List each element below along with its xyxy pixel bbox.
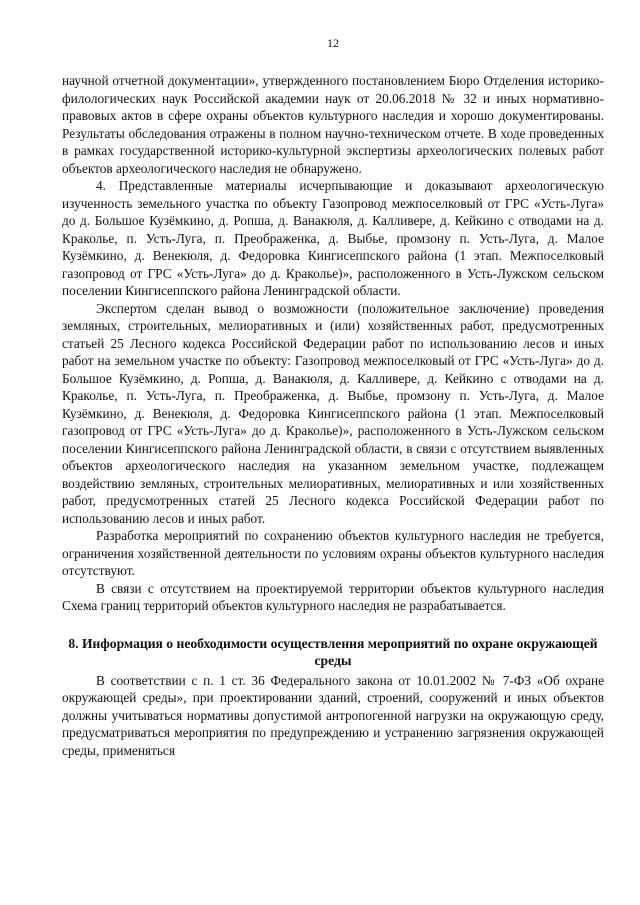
paragraph-item-4: 4. Представленные материалы исчерпывающие и доказывают археологическую изученность земельного участка по объекту Газопровод межпоселковый от ГРС «Усть-Луга» до д. Большое Кузёмкино, д. Ропша, д. Ванакюля, д. Калливере, д. Кейкино с отводами на д. Краколье, п. Усть-Луга, п. Преображенка, д. Выбье, промзону п. Усть-Луга, д. Малое Кузёмкино, д. Венекюля, д. Федоровка Кингисеппского района (1 этап. Межпоселковый газопровод от ГРС «Усть-Луга» до д. Краколье)», расположенного в Усть-Лужском сельском поселении Кингисеппского района Ленинградской области.	[62, 178, 604, 298]
paragraph-environment: В соответствии с п. 1 ст. 36 Федерального закона от 10.01.2002 № 7-ФЗ «Об охране окружающей среды», при проектировании зданий, строений, сооружений и иных объектов должны учитываться нормативы допустимой антропогенной нагрузки на окружающую среду, предусматриваться мероприятия по предупреждению и устранению загрязнения окружающей среды, применяться	[62, 672, 604, 758]
paragraph-expert-conclusion: Экспертом сделан вывод о возможности (положительное заключение) проведения земляных, строительных, мелиоративных и (или) хозяйственных работ, предусмотренных статьей 25 Лесного кодекса Российской Федерации работ по использованию лесов и иных работ на земельном участке по объекту: Газопровод межпоселковый от ГРС «Усть-Луга» до д. Большое Кузёмкино, д. Ропша, д. Ванакюля, д. Калливере, д. Кейкино с отводами на д. Краколье, п. Усть-Луга, п. Преображенка, д. Выбье, промзону п. Усть-Луга, д. Малое Кузёмкино, д. Венекюля, д. Федоровка Кингисеппского района (1 этап. Межпоселковый газопровод от ГРС «Усть-Луга» до д. Краколье)», расположенного в Усть-Лужском сельском поселении Кингисеппского района Ленинградской области, в связи с отсутствием выявленных объектов археологического наследия на указанном земельном участке, подлежащем воздействию земляных, строительных мелиоративных, мелиоративных и или хозяйственных работ, предусмотренных статей 25 Лесного кодекса Российской Федерации работ по использованию лесов и иных работ.	[62, 300, 604, 526]
page-number: 12	[327, 36, 339, 50]
section-heading: 8. Информация о необходимости осуществления мероприятий по охране окружающей среды	[68, 635, 598, 668]
paragraph-scheme-not-developed: В связи с отсутствием на проектируемой территории объектов культурного наследия Схема границ территорий объектов культурного наследия не разрабатывается.	[62, 580, 604, 613]
paragraph-measures-not-required: Разработка мероприятий по сохранению объектов культурного наследия не требуется, ограничения хозяйственной деятельности по условиям охраны объектов культурного наследия отсутствуют.	[62, 528, 604, 578]
paragraph-continuation: научной отчетной документации», утвержденного постановлением Бюро Отделения историко-филологических наук Российской академии наук от 20.06.2018 № 32 и иных нормативно-правовых актов в сфере охраны объектов культурного наследия и хорошо документированы. Результаты обследования отражены в полном научно-техническом отчете. В ходе проведенных в рамках государственной историко-культурной экспертизы археологических полевых работ объектов археологического наследия не обнаружено.	[62, 73, 604, 176]
